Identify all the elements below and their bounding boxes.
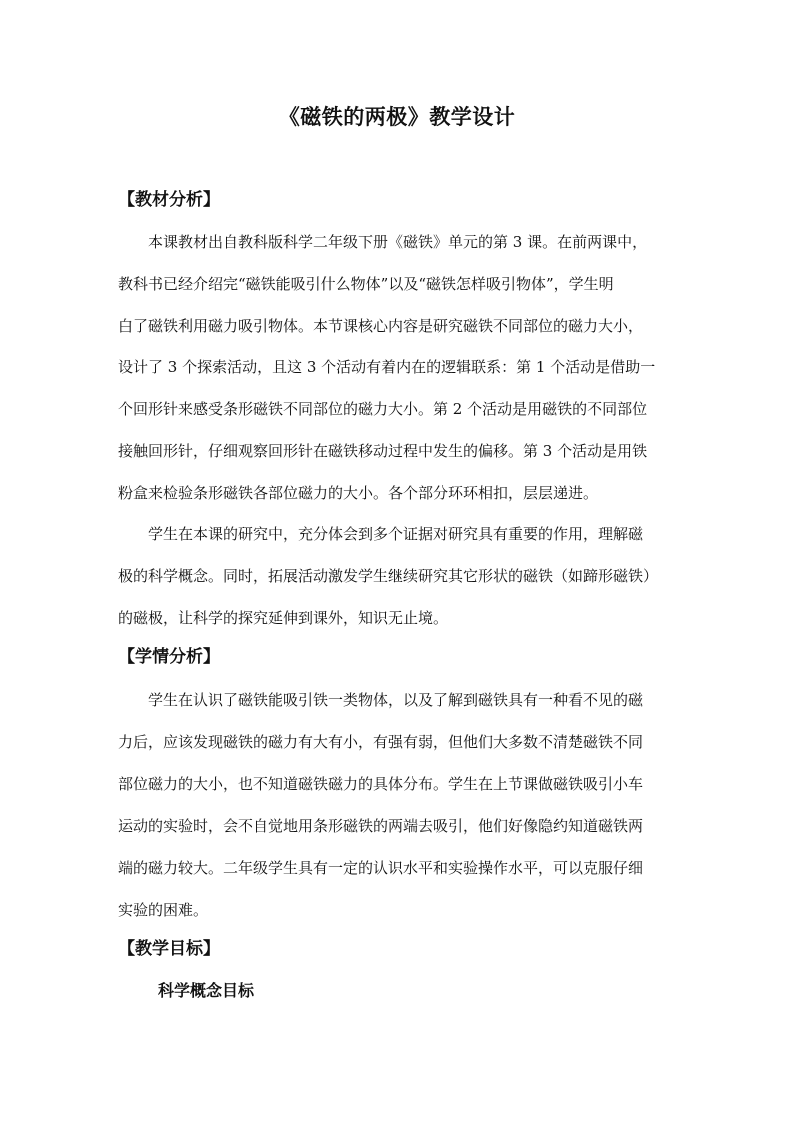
paragraph-line: 实验的困难。 — [118, 901, 209, 919]
paragraph-line: 学生在本课的研究中，充分体会到多个证据对研究具有重要的作用，理解磁 — [148, 525, 644, 543]
paragraph-line: 学生在认识了磁铁能吸引铁一类物体，以及了解到磁铁具有一种看不见的磁 — [148, 691, 644, 709]
subheading-science-concept-goals: 科学概念目标 — [158, 981, 255, 1000]
section-heading-student-analysis: 【学情分析】 — [118, 647, 220, 667]
paragraph-line: 设计了 3 个探索活动，且这 3 个活动有着内在的逻辑联系：第 1 个活动是借助一 — [118, 358, 656, 376]
paragraph-line: 白了磁铁利用磁力吸引物体。本节课核心内容是研究磁铁不同部位的磁力大小， — [118, 317, 644, 335]
paragraph-line: 运动的实验时，会不自觉地用条形磁铁的两端去吸引，他们好像隐约知道磁铁两 — [118, 817, 644, 835]
document-title: 《磁铁的两极》教学设计 — [278, 104, 516, 129]
paragraph-line: 极的科学概念。同时，拓展活动激发学生继续研究其它形状的磁铁（如蹄形磁铁） — [118, 567, 659, 585]
paragraph-line: 部位磁力的大小，也不知道磁铁磁力的具体分布。学生在上节课做磁铁吸引小车 — [118, 775, 644, 793]
paragraph-line: 粉盒来检验条形磁铁各部位磁力的大小。各个部分环环相扣，层层递进。 — [118, 484, 599, 502]
paragraph-line: 力后，应该发现磁铁的磁力有大有小，有强有弱，但他们大多数不清楚磁铁不同 — [118, 733, 644, 751]
paragraph-line: 接触回形针，仔细观察回形针在磁铁移动过程中发生的偏移。第 3 个活动是用铁 — [118, 442, 648, 460]
section-heading-teaching-goals: 【教学目标】 — [118, 939, 220, 959]
paragraph-line: 端的磁力较大。二年级学生具有一定的认识水平和实验操作水平，可以克服仔细 — [118, 859, 644, 877]
section-heading-textbook-analysis: 【教材分析】 — [118, 190, 220, 210]
paragraph-line: 个回形针来感受条形磁铁不同部位的磁力大小。第 2 个活动是用磁铁的不同部位 — [118, 400, 648, 418]
paragraph-line: 的磁极，让科学的探究延伸到课外，知识无止境。 — [118, 609, 449, 627]
paragraph-line: 本课教材出自教科版科学二年级下册《磁铁》单元的第 3 课。在前两课中， — [148, 233, 648, 251]
paragraph-line: 教科书已经介绍完“磁铁能吸引什么物体”以及“磁铁怎样吸引物体”，学生明 — [118, 275, 614, 293]
